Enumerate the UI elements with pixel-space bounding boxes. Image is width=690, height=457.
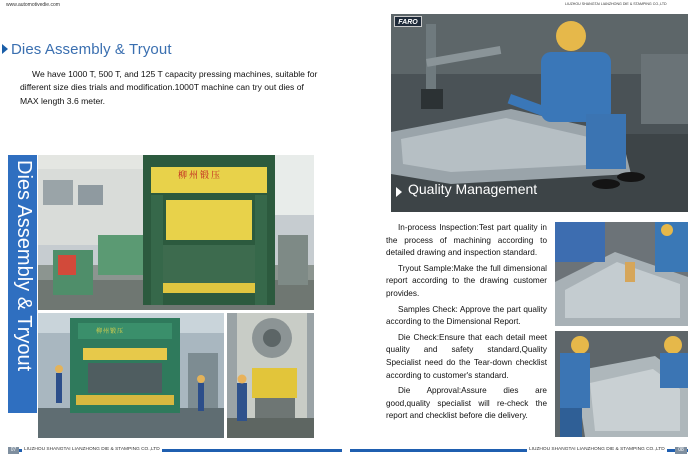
hydraulic-press-photo — [38, 313, 224, 438]
press2-sign: 柳州锻压 — [96, 328, 125, 335]
press-sign: 柳州锻压 — [178, 171, 223, 181]
right-page-number: 08 — [675, 447, 687, 454]
part-check-photo — [555, 222, 688, 326]
section-title: Dies Assembly & Tryout — [11, 41, 172, 58]
quality-inspection-photo — [391, 14, 688, 212]
mechanical-press-photo — [227, 313, 314, 438]
para-die-approval: Die Approval:Assure dies are good,quality specialist will re-check the report and checklist before die delivery. — [386, 386, 547, 421]
header-url: www.automotivedie.com — [6, 2, 60, 8]
para-tryout-sample: Tryout Sample:Make the full dimensional report according to the drawing customer provides. — [386, 263, 547, 298]
intro-paragraph: We have 1000 T, 500 T, and 125 T capacity pressing machines, suitable for different size dies trials and modification.1000T machine can try out dies of MAX length 3.6 meter. — [20, 69, 318, 106]
header-company: LIUZHOU SHANGTAI LIANZHONG DIE & STAMPING CO.,LTD — [565, 2, 667, 6]
quality-management-title: Quality Management — [408, 181, 538, 197]
para-samples-check: Samples Check: Approve the part quality according to the Dimensional Report. — [386, 304, 547, 327]
vertical-title: Dies Assembly & Tryout — [13, 160, 35, 372]
workshop-press-photo — [38, 155, 314, 310]
para-in-process: In-process Inspection:Test part quality in the process of machining according to detailed drawing and inspection standard. — [386, 223, 547, 258]
die-check-photo — [555, 331, 688, 437]
quality-paragraphs — [386, 222, 547, 423]
title-arrow-icon — [2, 44, 8, 54]
right-footer-company: LIUZHOU SHANGTAI LIANZHONG DIE & STAMPING CO.,LTD — [529, 447, 665, 452]
para-die-check: Die Check:Ensure that each detail meet quality and safety standard,Quality Specialist need do the Tear-down checklist according to customer's standard. — [386, 332, 547, 380]
faro-logo: FARO — [394, 16, 422, 27]
left-footer-company: LIUZHOU SHANGTAI LIANZHONG DIE & STAMPING CO.,LTD — [24, 447, 160, 452]
left-page-number: 07 — [8, 447, 19, 454]
banner-arrow-icon — [396, 184, 402, 190]
